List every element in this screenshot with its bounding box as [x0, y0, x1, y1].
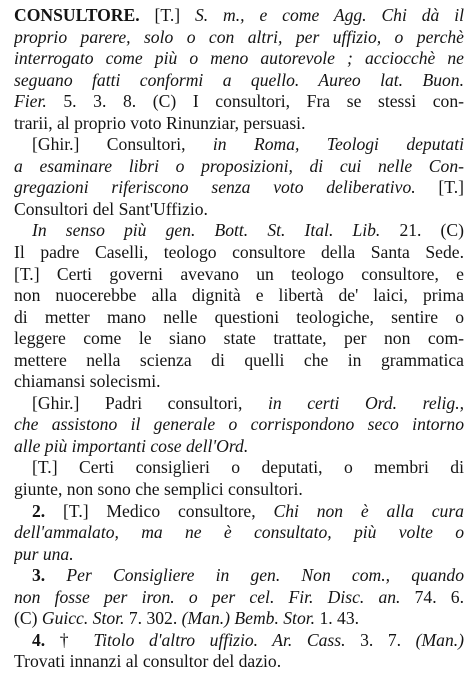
text-line: [14, 307, 464, 329]
text-line: [14, 501, 464, 523]
entry-paragraph: [14, 393, 464, 458]
body-text: giunte, non sono che semplici consultori.: [14, 479, 303, 500]
italic-text: che assistono il generale o corrispondono seco intorno: [14, 414, 464, 435]
italic-text: In senso più gen. Bott. St. Ital. Lib.: [32, 220, 381, 241]
body-text: [45, 565, 66, 585]
headword-text: 3.: [32, 565, 46, 586]
body-text: Il padre Caselli, teologo consultore della Santa Sede.: [14, 242, 464, 263]
body-text: chiamansi solecismi.: [14, 371, 161, 392]
text-line: [14, 565, 464, 587]
body-text: di metter mano nelle questioni teologiche, sentire o: [14, 306, 464, 327]
body-text: 1. 43.: [315, 608, 360, 629]
text-line: [14, 134, 464, 156]
body-text: trarii, al proprio voto Rinunziar, persuasi.: [14, 112, 306, 133]
italic-text: Titolo d'altro uffizio. Ar. Cass.: [93, 629, 346, 650]
body-text: [Ghir.] Padri consultori,: [32, 392, 268, 413]
text-line: [14, 199, 464, 221]
italic-text: alle più importanti cose dell'Ord.: [14, 435, 249, 456]
body-text: [Ghir.] Consultori,: [32, 134, 213, 155]
text-line: [14, 587, 464, 609]
body-text: [T.] Certi consiglieri o deputati, o membri di: [32, 457, 464, 478]
text-line: [14, 242, 464, 264]
text-line: [14, 350, 464, 372]
dictionary-entry-consultore: [14, 5, 464, 673]
headword-text: 2.: [32, 500, 46, 521]
text-line: [14, 285, 464, 307]
italic-text: (Man.) Bemb. Stor.: [181, 608, 316, 629]
text-line: [14, 264, 464, 286]
text-line: [14, 414, 464, 436]
body-text: 5. 3. 8. (C) I consultori, Fra se stessi con-: [46, 91, 464, 112]
body-text: Trovati innanzi al consultor del dazio.: [14, 651, 282, 672]
headword-text: 4.: [32, 629, 46, 650]
entry-paragraph: [14, 630, 464, 673]
italic-text: interrogato come più o meno autorevole ; acciocchè ne: [14, 48, 464, 69]
text-line: [14, 371, 464, 393]
entry-paragraph: [14, 220, 464, 392]
text-line: [14, 5, 464, 27]
headword-text: CONSULTORE.: [14, 5, 140, 25]
text-line: [14, 27, 464, 49]
entry-paragraph: [14, 134, 464, 220]
text-line: [14, 91, 464, 113]
italic-text: gregazioni riferiscono senza voto deliberativo.: [14, 177, 416, 198]
body-text: [T.] Certi governi avevano un teologo consultore, e: [14, 263, 464, 284]
body-text: leggere come le siano state trattate, per non com-: [14, 328, 464, 349]
italic-text: proprio parere, solo o con altri, per uffizio, o perchè: [14, 26, 464, 47]
italic-text: Per Consigliere in gen. Non com., quando: [66, 565, 464, 586]
text-line: [14, 70, 464, 92]
italic-text: dell'ammalato, ma ne è consultato, più volte o: [14, 522, 464, 543]
body-text: [T.]: [139, 5, 195, 25]
text-line: [14, 113, 464, 135]
body-text: mettere nella scienza di quelli che in grammatica: [14, 349, 464, 370]
text-line: [14, 608, 464, 630]
entry-paragraph: [14, 565, 464, 630]
italic-text: non fosse per iron. o per cel. Fir. Disc. an.: [14, 586, 401, 607]
italic-text: in certi Ord. relig.,: [267, 392, 464, 413]
text-line: [14, 651, 464, 673]
italic-text: Fier.: [14, 91, 47, 112]
text-line: [14, 457, 464, 479]
italic-text: a esaminare libri o proposizioni, di cui nelle Con-: [14, 155, 464, 176]
text-line: [14, 479, 464, 501]
entry-paragraph: [14, 5, 464, 134]
body-text: 7. 302.: [124, 608, 182, 629]
body-text: 3. 7.: [345, 629, 416, 650]
body-text: 74. 6.: [400, 586, 464, 607]
text-line: [14, 522, 464, 544]
body-text: †: [45, 629, 94, 650]
body-text: [T.] Medico consultore,: [45, 500, 274, 521]
italic-text: seguano fatti conformi a quello. Aureo lat. Buon.: [14, 69, 464, 90]
text-line: [14, 328, 464, 350]
italic-text: (Man.): [415, 629, 464, 650]
text-line: [14, 177, 464, 199]
body-text: 21. (C): [380, 220, 464, 241]
body-text: Consultori del Sant'Uffizio.: [14, 198, 208, 219]
text-line: [14, 544, 464, 566]
entry-paragraph: [14, 457, 464, 500]
italic-text: pur una.: [14, 543, 74, 564]
italic-text: S. m., e come Agg. Chi dà il: [194, 5, 464, 25]
text-line: [14, 48, 464, 70]
text-line: [14, 156, 464, 178]
text-line: [14, 436, 464, 458]
text-line: [14, 630, 464, 652]
body-text: [T.]: [415, 177, 464, 198]
body-text: (C): [14, 608, 42, 629]
text-line: [14, 220, 464, 242]
text-line: [14, 393, 464, 415]
body-text: non nuocerebbe alla dignità e libertà de' laici, prima: [14, 285, 464, 306]
italic-text: in Roma, Teologi deputati: [212, 134, 464, 155]
italic-text: Guicc. Stor.: [41, 608, 125, 629]
entry-paragraph: [14, 501, 464, 566]
italic-text: Chi non è alla cura: [273, 500, 464, 521]
